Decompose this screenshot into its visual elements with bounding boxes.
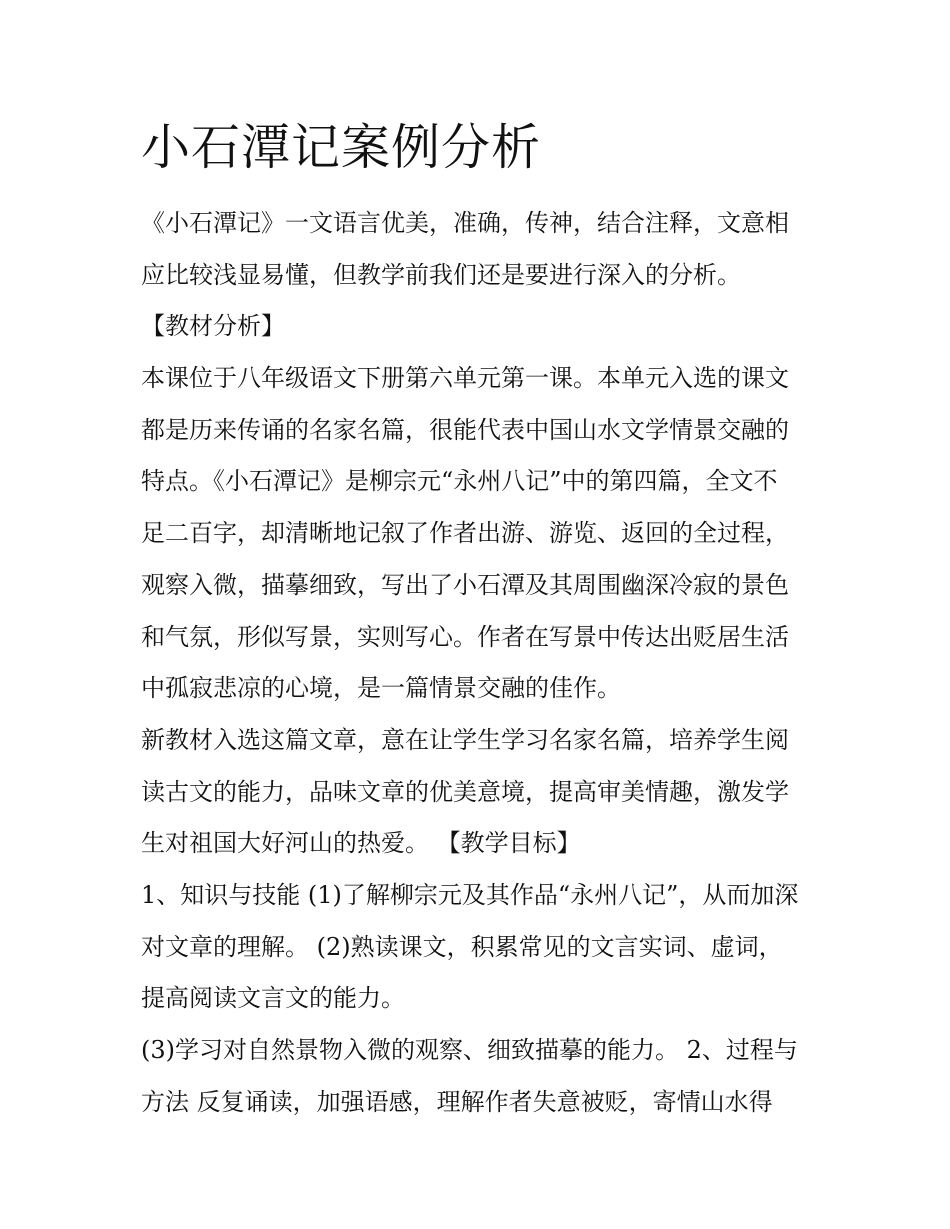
document-title: 小石潭记案例分析 bbox=[141, 119, 542, 176]
text-line: 提高阅读文言文的能力。 bbox=[141, 984, 405, 1013]
text-line: 生对祖国大好河山的热爱。 【教学目标】 bbox=[141, 829, 581, 858]
text-line: 足二百字，却清晰地记叙了作者出游、游览、返回的全过程， bbox=[141, 519, 789, 548]
section-heading: 【教材分析】 bbox=[141, 312, 285, 341]
text-line: 本课位于八年级语文下册第六单元第一课。本单元入选的课文 bbox=[141, 364, 789, 393]
text-line: 特点。《小石潭记》是柳宗元“永州八记”中的第四篇，全文不 bbox=[141, 467, 778, 496]
document-body bbox=[141, 198, 821, 1128]
text-line: 方法 反复诵读，加强语感，理解作者失意被贬，寄情山水得 bbox=[141, 1087, 773, 1116]
text-line: 《小石潭记》一文语言优美，准确，传神，结合注释，文意相 bbox=[141, 209, 789, 237]
text-line: 都是历来传诵的名家名篇，很能代表中国山水文学情景交融的 bbox=[141, 415, 789, 444]
text-line: 和气氛，形似写景，实则写心。作者在写景中传达出贬居生活 bbox=[141, 622, 789, 651]
text-line: 读古文的能力，品味文章的优美意境，提高审美情趣，激发学 bbox=[141, 777, 789, 806]
text-line: 新教材入选这篇文章，意在让学生学习名家名篇，培养学生阅 bbox=[141, 725, 789, 754]
text-line: (3)学习对自然景物入微的观察、细致描摹的能力。 2、过程与 bbox=[141, 1036, 798, 1064]
text-line: 中孤寂悲凉的心境，是一篇情景交融的佳作。 bbox=[141, 674, 621, 703]
text-line: 应比较浅显易懂，但教学前我们还是要进行深入的分析。 bbox=[141, 260, 741, 289]
text-line: 观察入微，描摹细致，写出了小石潭及其周围幽深冷寂的景色 bbox=[141, 570, 789, 599]
text-line: 对文章的理解。 (2)熟读课文，积累常见的文言实词、虚词， bbox=[141, 932, 783, 961]
text-line: 1、知识与技能 (1)了解柳宗元及其作品“永州八记”，从而加深 bbox=[141, 880, 799, 909]
